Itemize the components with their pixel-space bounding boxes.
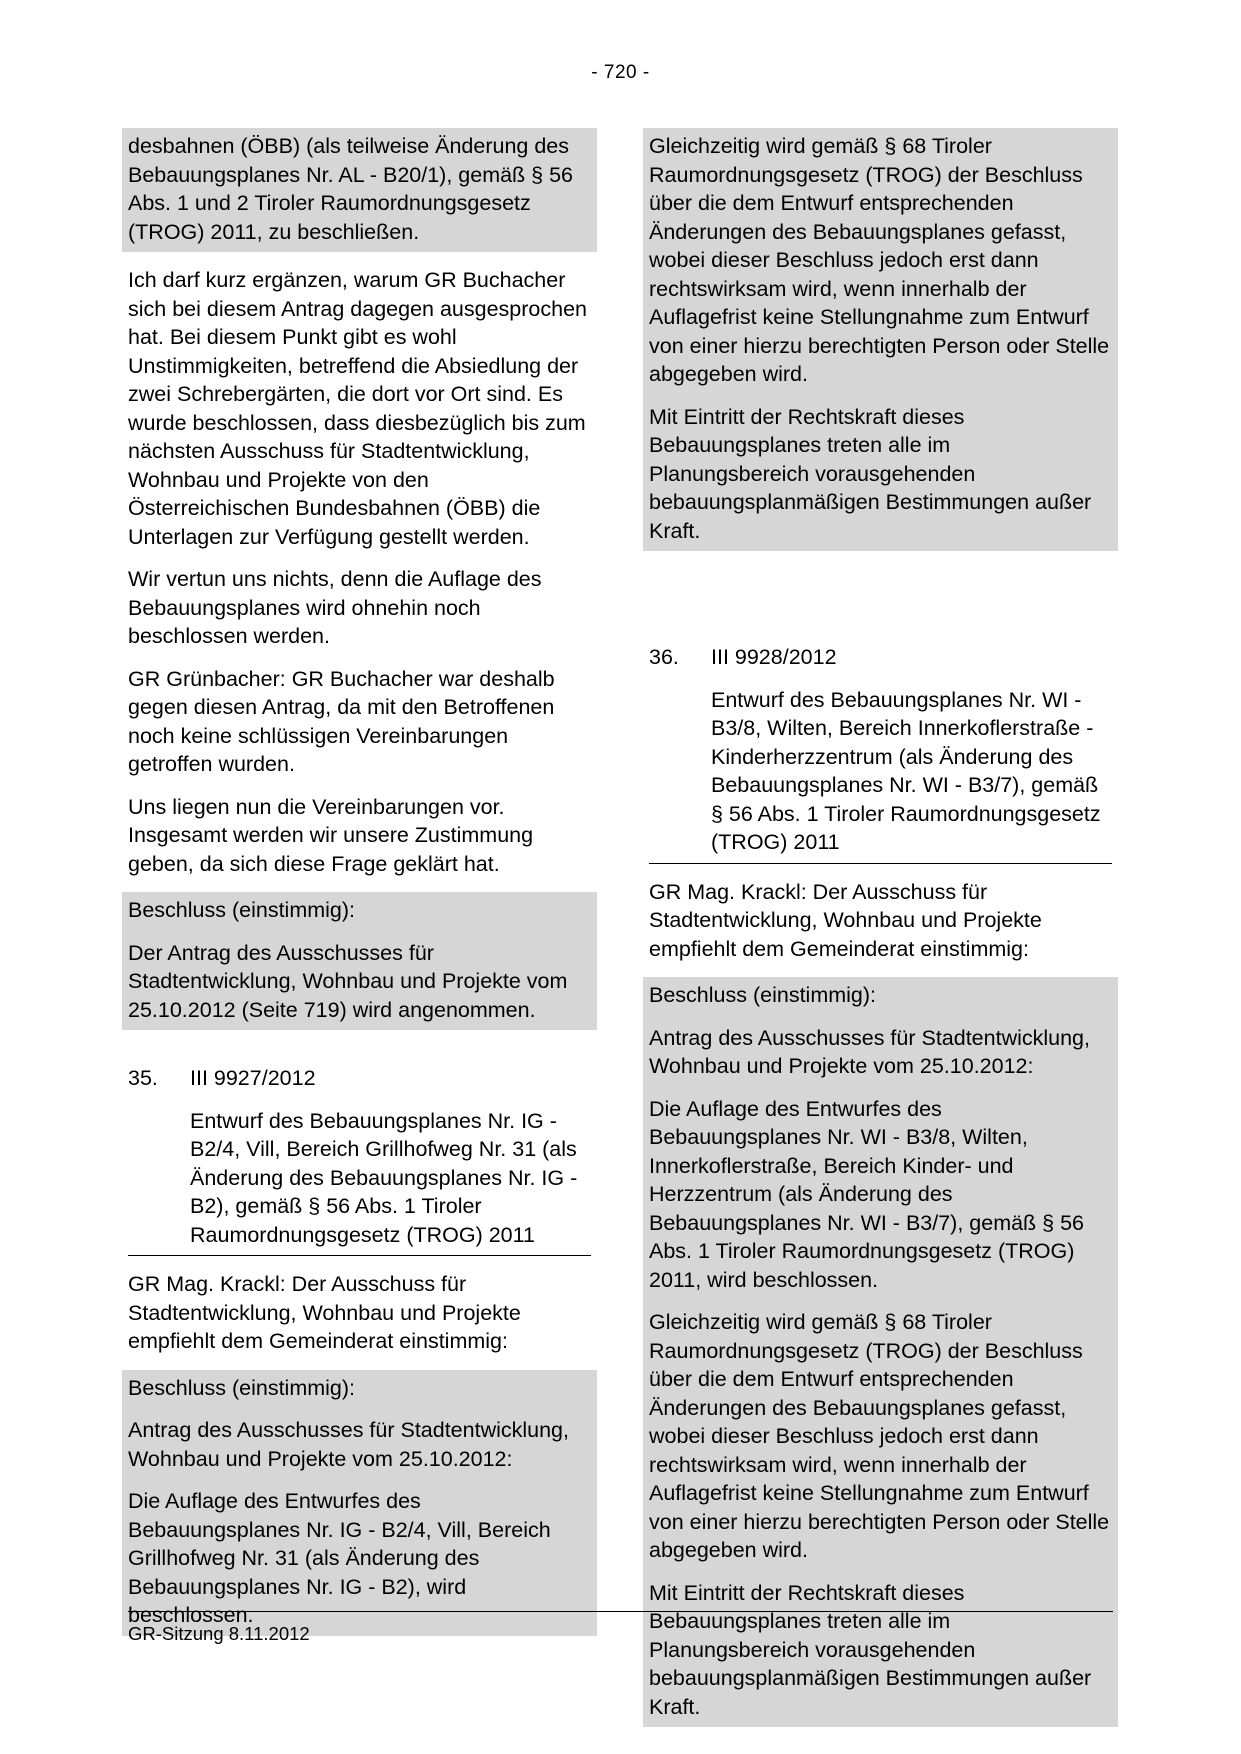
decision-heading: Beschluss (einstimmig): bbox=[128, 1375, 355, 1400]
paragraph: Ich darf kurz ergänzen, warum GR Buchacher sich bei diesem Antrag dagegen ausgesprochen hat. Bei diesem Punkt gibt es wohl Unstimmigkeiten, betreffend die Absiedlung der zwei Schrebergärten, die dort vor Ort sind. Es wurde beschlossen, dass diesbezüglich bis zum nächsten Ausschuss für Stadtentwicklung, Wohnbau und Projekte von den Österreichischen Bundesbahnen (ÖBB) die Unterlagen zur Verfügung gestellt werden. bbox=[128, 268, 587, 549]
agenda-item-header bbox=[128, 1064, 591, 1093]
agenda-item-number: 35. bbox=[128, 1066, 158, 1090]
divider bbox=[128, 1255, 591, 1256]
page-footer bbox=[128, 1611, 1113, 1646]
agenda-item-reference: III 9928/2012 bbox=[711, 645, 837, 669]
agenda-item-title: Entwurf des Bebauungsplanes Nr. IG - B2/4, Vill, Bereich Grillhofweg Nr. 31 (als Änderung des Bebauungsplanes Nr. IG - B2), gemäß § 56 Abs. 1 Tiroler Raumordnungsgesetz (TROG) 2011 bbox=[190, 1108, 578, 1247]
spacer bbox=[649, 565, 1112, 609]
decision-body: Der Antrag des Ausschusses für Stadtentwicklung, Wohnbau und Projekte vom 25.10.2012 (Seite 719) wird angenommen. bbox=[128, 940, 568, 1022]
left-continuation-block bbox=[122, 128, 597, 252]
agenda-item-number: 36. bbox=[649, 645, 679, 669]
decision-paragraph: Mit Eintritt der Rechtskraft dieses Bebauungsplanes treten alle im Planungsbereich vorausgehenden bebauungsplanmäßigen Bestimmungen außer Kraft. bbox=[649, 1580, 1092, 1719]
footer-divider bbox=[128, 1611, 1113, 1612]
agenda-item-header bbox=[649, 643, 1112, 672]
right-continuation-block bbox=[643, 128, 1118, 551]
decision-paragraph: Die Auflage des Entwurfes des Bebauungsplanes Nr. WI - B3/8, Wilten, Innerkoflerstraße, Bereich Kinder- und Herzzentrum (als Änderung des Bebauungsplanes Nr. WI - B3/7), gemäß § 56 Abs. 1 Tiroler Raumordnungsgesetz (TROG) 2011, wird beschlossen. bbox=[649, 1096, 1085, 1292]
left-column bbox=[128, 128, 591, 1627]
decision-paragraph: Antrag des Ausschusses für Stadtentwicklung, Wohnbau und Projekte vom 25.10.2012: bbox=[649, 1025, 1090, 1078]
paragraph: Gleichzeitig wird gemäß § 68 Tiroler Raumordnungsgesetz (TROG) der Beschluss über die dem Entwurf entsprechenden Änderungen des Bebauungsplanes gefasst, wobei dieser Beschluss jedoch erst dann rechtswirksam wird, wenn innerhalb der Auflagefrist keine Stellungnahme zum Entwurf von einer hierzu berechtigten Person oder Stelle abgegeben wird. bbox=[649, 134, 1110, 386]
page-number: - 720 - bbox=[591, 62, 650, 83]
divider bbox=[649, 863, 1112, 864]
paragraph: Wir vertun uns nichts, denn die Auflage des Bebauungsplanes wird ohnehin noch beschlossen werden. bbox=[128, 567, 542, 648]
paragraph: Mit Eintritt der Rechtskraft dieses Bebauungsplanes treten alle im Planungsbereich vorausgehenden bebauungsplanmäßigen Bestimmungen außer Kraft. bbox=[649, 404, 1092, 543]
paragraph: GR Grünbacher: GR Buchacher war deshalb gegen diesen Antrag, da mit den Betroffenen noch keine schlüssigen Vereinbarungen getroffen wurden. bbox=[128, 666, 555, 776]
decision-heading: Beschluss (einstimmig): bbox=[128, 898, 355, 922]
decision-heading: Beschluss (einstimmig): bbox=[649, 983, 876, 1007]
decision-paragraph: Gleichzeitig wird gemäß § 68 Tiroler Raumordnungsgesetz (TROG) der Beschluss über die dem Entwurf entsprechenden Änderungen des Bebauungsplanes gefasst, wobei dieser Beschluss jedoch erst dann rechtswirksam wird, wenn innerhalb der Auflagefrist keine Stellungnahme zum Entwurf von einer hierzu berechtigten Person oder Stelle abgegeben wird. bbox=[649, 1310, 1110, 1562]
decision-paragraph: Die Auflage des Entwurfes des Bebauungsplanes Nr. IG - B2/4, Vill, Bereich Grillhofweg Nr. 31 (als Änderung des Bebauungsplanes Nr. IG - B2), wird beschlossen. bbox=[128, 1489, 551, 1627]
paragraph: Uns liegen nun die Vereinbarungen vor. Insgesamt werden wir unsere Zustimmung geben, da sich diese Frage geklärt hat. bbox=[128, 794, 534, 876]
agenda-item-title: Entwurf des Bebauungsplanes Nr. WI - B3/8, Wilten, Bereich Innerkoflerstraße - Kinderherzzentrum (als Änderung des Bebauungsplanes Nr. WI - B3/7), gemäß § 56 Abs. 1 Tiroler Raumordnungsgesetz (TROG) 2011 bbox=[711, 687, 1101, 854]
right-column bbox=[649, 128, 1112, 1719]
decision-paragraph: Antrag des Ausschusses für Stadtentwicklung, Wohnbau und Projekte vom 25.10.2012: bbox=[128, 1418, 569, 1471]
agenda-item-reference: III 9927/2012 bbox=[190, 1066, 316, 1090]
decision-block bbox=[122, 892, 597, 1030]
paragraph: desbahnen (ÖBB) (als teilweise Änderung des Bebauungsplanes Nr. AL - B20/1), gemäß § 56 Abs. 1 und 2 Tiroler Raumordnungsgesetz (TROG) 2011, zu beschließen. bbox=[128, 134, 574, 244]
footer-text: GR-Sitzung 8.11.2012 bbox=[128, 1623, 310, 1644]
paragraph: GR Mag. Krackl: Der Ausschuss für Stadtentwicklung, Wohnbau und Projekte empfiehlt dem Gemeinderat einstimmig: bbox=[128, 1272, 521, 1353]
decision-block bbox=[122, 1370, 597, 1636]
paragraph: GR Mag. Krackl: Der Ausschuss für Stadtentwicklung, Wohnbau und Projekte empfiehlt dem Gemeinderat einstimmig: bbox=[649, 879, 1042, 961]
agenda-item-36 bbox=[649, 643, 1112, 863]
agenda-item-35 bbox=[128, 1064, 591, 1255]
